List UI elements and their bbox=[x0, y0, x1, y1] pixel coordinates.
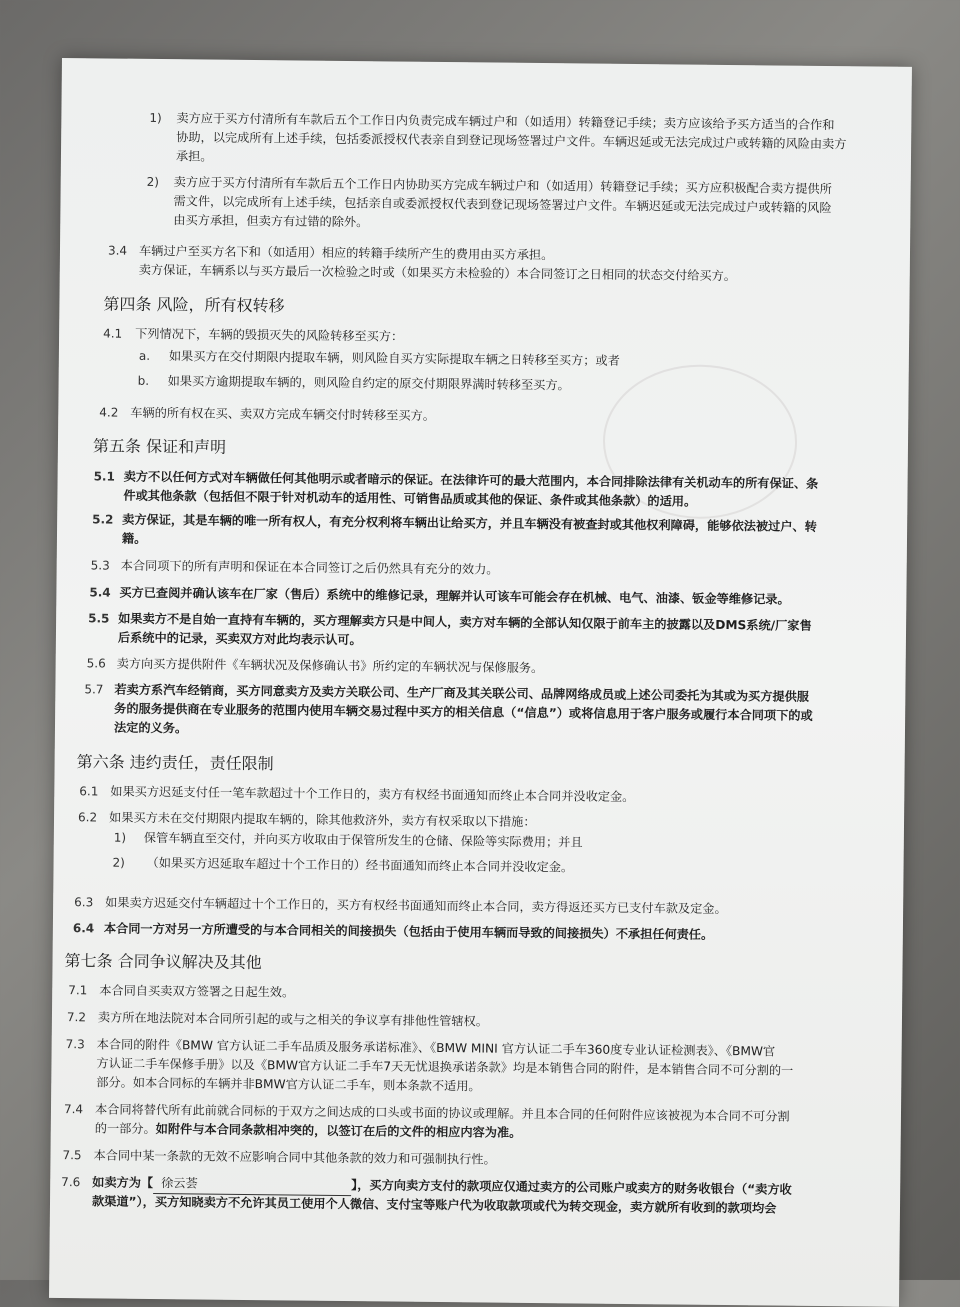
clause-text bbox=[95, 1119, 522, 1142]
clause-number: 7.3 bbox=[65, 1037, 85, 1052]
clause-text: 务的服务提供商在专业服务的范围内使用车辆交易过程中买方的相关信息（“信息”）或将信息用于客户服务或履行本合同项下的或 bbox=[114, 701, 813, 723]
clause-text: 车辆的所有权在买、卖双方完成车辆交付时转移至买方。 bbox=[130, 405, 436, 423]
clause-text: 本合同一方对另一方所遭受的与本合同相关的间接损失（包括由于使用车辆而导致的间接损失）不承担任何责任。 bbox=[103, 921, 714, 942]
clause-number: 6.2 bbox=[77, 810, 98, 825]
clause-text: 本合同自买卖双方签署之日起生效。 bbox=[99, 983, 295, 1000]
clause-number: 3.4 bbox=[107, 243, 128, 258]
clause-text: 如果卖方迟延交付车辆超过十个工作日的，买方有权经书面通知而终止本合同，卖方得返还买方已支付车款及定金。 bbox=[105, 895, 727, 917]
article-heading: 第七条 合同争议解决及其他 bbox=[64, 951, 262, 973]
clause-text: 本合同项下的所有声明和保证在本合同签订之后仍然具有充分的效力。 bbox=[120, 558, 499, 577]
contract-page bbox=[49, 58, 912, 1307]
clause-number: 7.1 bbox=[68, 983, 88, 998]
clause-number: 5.4 bbox=[89, 585, 111, 600]
seller-name-field: 徐云荟 bbox=[153, 1174, 351, 1196]
item-number: b. bbox=[137, 373, 150, 388]
clause-text: 卖方应于买方付清所有车款后五个工作日内负责完成车辆过户和（如适用）转籍登记手续；卖方应该给予买方适当的合作和 bbox=[176, 111, 835, 133]
clause-text: 卖方保证，其是车辆的唯一所有权人，有充分权利将车辆出让给买方，并且车辆没有被查封或其他权利障碍，能够依法被过户、转 bbox=[122, 512, 817, 534]
clause-text: 卖方保证，车辆系以与买方最后一次检验之时或（如果买方未检验的）本合同签订之日相同的状态交付给买方。 bbox=[138, 262, 737, 284]
clause-text: 部分。如本合同标的车辆并非BMW官方认证二手车，则本条款不适用。 bbox=[96, 1075, 481, 1094]
clause-text: 如果买方逾期提取车辆的，则风险自约定的原交付期限界满时转移至买方。 bbox=[167, 374, 570, 393]
clause-text: （如果买方迟延取车超过十个工作日的）经书面通知而终止本合同并没收定金。 bbox=[146, 855, 574, 875]
article-heading: 第五条 保证和声明 bbox=[92, 436, 227, 457]
clause-text: 本合同的附件《BMW 官方认证二手车品质及服务承诺标准》、《BMW MINI 官方认证二手车360度专业认证检测表》、《BMW官 bbox=[96, 1037, 776, 1059]
clause-number: 5.2 bbox=[92, 512, 114, 527]
clause-text: 卖方应于买方付清所有车款后五个工作日内协助买方完成车辆过户和（如适用）转籍登记手续；买方应积极配合卖方提供所 bbox=[173, 175, 832, 197]
clause-number: 6.4 bbox=[72, 921, 95, 936]
clause-text: 本合同将替代所有此前就合同标的于双方之间达成的口头或书面的协议或理解。并且本合同的任何附件应该被视为本合同不可分割 bbox=[94, 1102, 790, 1124]
clause-number: 4.1 bbox=[103, 326, 123, 341]
item-number: 1) bbox=[113, 830, 127, 845]
clause-text-plain: 的一部分。 bbox=[94, 1121, 156, 1137]
clause-text: 后系统中的记录，买卖双方对此均表示认可。 bbox=[117, 630, 362, 648]
clause-text: 买方已查阅并确认该车在厂家（售后）系统中的维修记录，理解并认可该车可能会存在机械、电气、油漆、钣金等维修记录。 bbox=[119, 585, 790, 607]
clause-text: 需文件，以完成所有上述手续，包括亲自或委派授权代表到登记现场签署过户文件。车辆迟延或无法完成过户或转籍的风险 bbox=[173, 194, 832, 216]
clause-text: 如果卖方不是自始一直持有车辆的，买方理解卖方只是中间人，卖方对车辆的全部认知仅限于前车主的披露以及DMS系统/厂家售 bbox=[118, 611, 812, 633]
clause-text: 方认证二手车保修手册》以及《BMW官方认证二手车7天无忧退换承诺条款》均是本销售合同的附件，是本销售合同不可分割的一 bbox=[96, 1056, 794, 1078]
article-heading: 第六条 违约责任，责任限制 bbox=[76, 752, 274, 774]
clause-text: 本合同中某一条款的无效不应影响合同中其他条款的效力和可强制执行性。 bbox=[93, 1148, 496, 1167]
clause-text: 如果买方在交付期限内提取车辆，则风险自买方实际提取车辆之日转移至买方；或者 bbox=[168, 349, 620, 368]
clause-number: 4.2 bbox=[99, 405, 119, 420]
clause-number: 6.3 bbox=[74, 895, 94, 910]
clause-text: 如果买方未在交付期限内提取车辆的，除其他救济外，卖方有权采取以下措施： bbox=[108, 810, 536, 830]
clause-text: 下列情况下，车辆的毁损灭失的风险转移至买方： bbox=[135, 326, 404, 344]
clause-number: 6.1 bbox=[79, 784, 99, 799]
clause-text: 卖方向买方提供附件《车辆状况及保修确认书》所约定的车辆状况与保修服务。 bbox=[116, 656, 544, 676]
clause-text: 法定的义务。 bbox=[113, 720, 188, 736]
clause-number: 5.1 bbox=[93, 469, 115, 484]
clause-text: 款渠道”），买方知晓卖方不允许其员工使用个人微信、支付宝等账户代为收取款项或代为转交现金，卖方就所有收到的款项均会 bbox=[91, 1194, 777, 1216]
clause-number: 5.7 bbox=[84, 682, 104, 697]
clause-text: 承担。 bbox=[175, 149, 213, 164]
clause-text-bold: 如卖方为【 bbox=[92, 1175, 154, 1191]
clause-text: 车辆过户至买方名下和（如适用）相应的转籍手续所产生的费用由买方承担。 bbox=[138, 243, 554, 263]
clause-text: 籍。 bbox=[121, 531, 147, 546]
clause-number: 7.2 bbox=[66, 1010, 87, 1025]
clause-text: 如果买方迟延支付任一笔车款超过十个工作日的，卖方有权经书面通知而终止本合同并没收定金。 bbox=[110, 784, 635, 805]
clause-number: 7.4 bbox=[63, 1102, 84, 1117]
clause-text-bold: 如附件与本合同条款相冲突的，以签订在后的文件的相应内容为准。 bbox=[155, 1122, 522, 1140]
clause-text: 保管车辆直至交付，并向买方收取由于保管所发生的仓储、保险等实际费用；并且 bbox=[143, 830, 583, 850]
item-number: 2) bbox=[146, 174, 160, 190]
article-heading: 第四条 风险，所有权转移 bbox=[103, 294, 285, 316]
clause-number: 5.5 bbox=[88, 611, 110, 626]
clause-text: 卖方不以任何方式对车辆做任何其他明示或者暗示的保证。在法律许可的最大范围内，本合同排除法律有关机动车的所有保证、条 bbox=[123, 469, 819, 491]
clause-number: 5.6 bbox=[86, 656, 106, 671]
clause-text-bold: 】，买方向卖方支付的款项应仅通过卖方的公司账户或卖方的财务收银台（“卖方收 bbox=[351, 1178, 792, 1197]
clause-number: 5.3 bbox=[90, 558, 110, 573]
clause-text: 由买方承担，但卖方有过错的除外。 bbox=[173, 213, 369, 230]
clause-text: 若卖方系汽车经销商，买方同意卖方及卖方关联公司、生产厂商及其关联公司、品牌网络成员或上述公司委托为其或为买方提供服 bbox=[114, 682, 810, 704]
item-number: a. bbox=[138, 348, 151, 363]
clause-text: 卖方所在地法院对本合同所引起的或与之相关的争议享有排他性管辖权。 bbox=[97, 1010, 489, 1029]
item-number: 1) bbox=[149, 110, 162, 126]
clause-number: 7.6 bbox=[61, 1175, 81, 1190]
item-number: 2) bbox=[112, 855, 125, 870]
clause-text: 件或其他条款（包括但不限于针对机动车的适用性、可销售品质或其他的保证、条件或其他条款）的适用。 bbox=[123, 488, 697, 509]
clause-number: 7.5 bbox=[62, 1148, 82, 1163]
clause-text: 协助，以完成所有上述手续，包括委派授权代表亲自到登记现场签署过户文件。车辆迟延或无法完成过户或转籍的风险由卖方 bbox=[176, 130, 847, 152]
